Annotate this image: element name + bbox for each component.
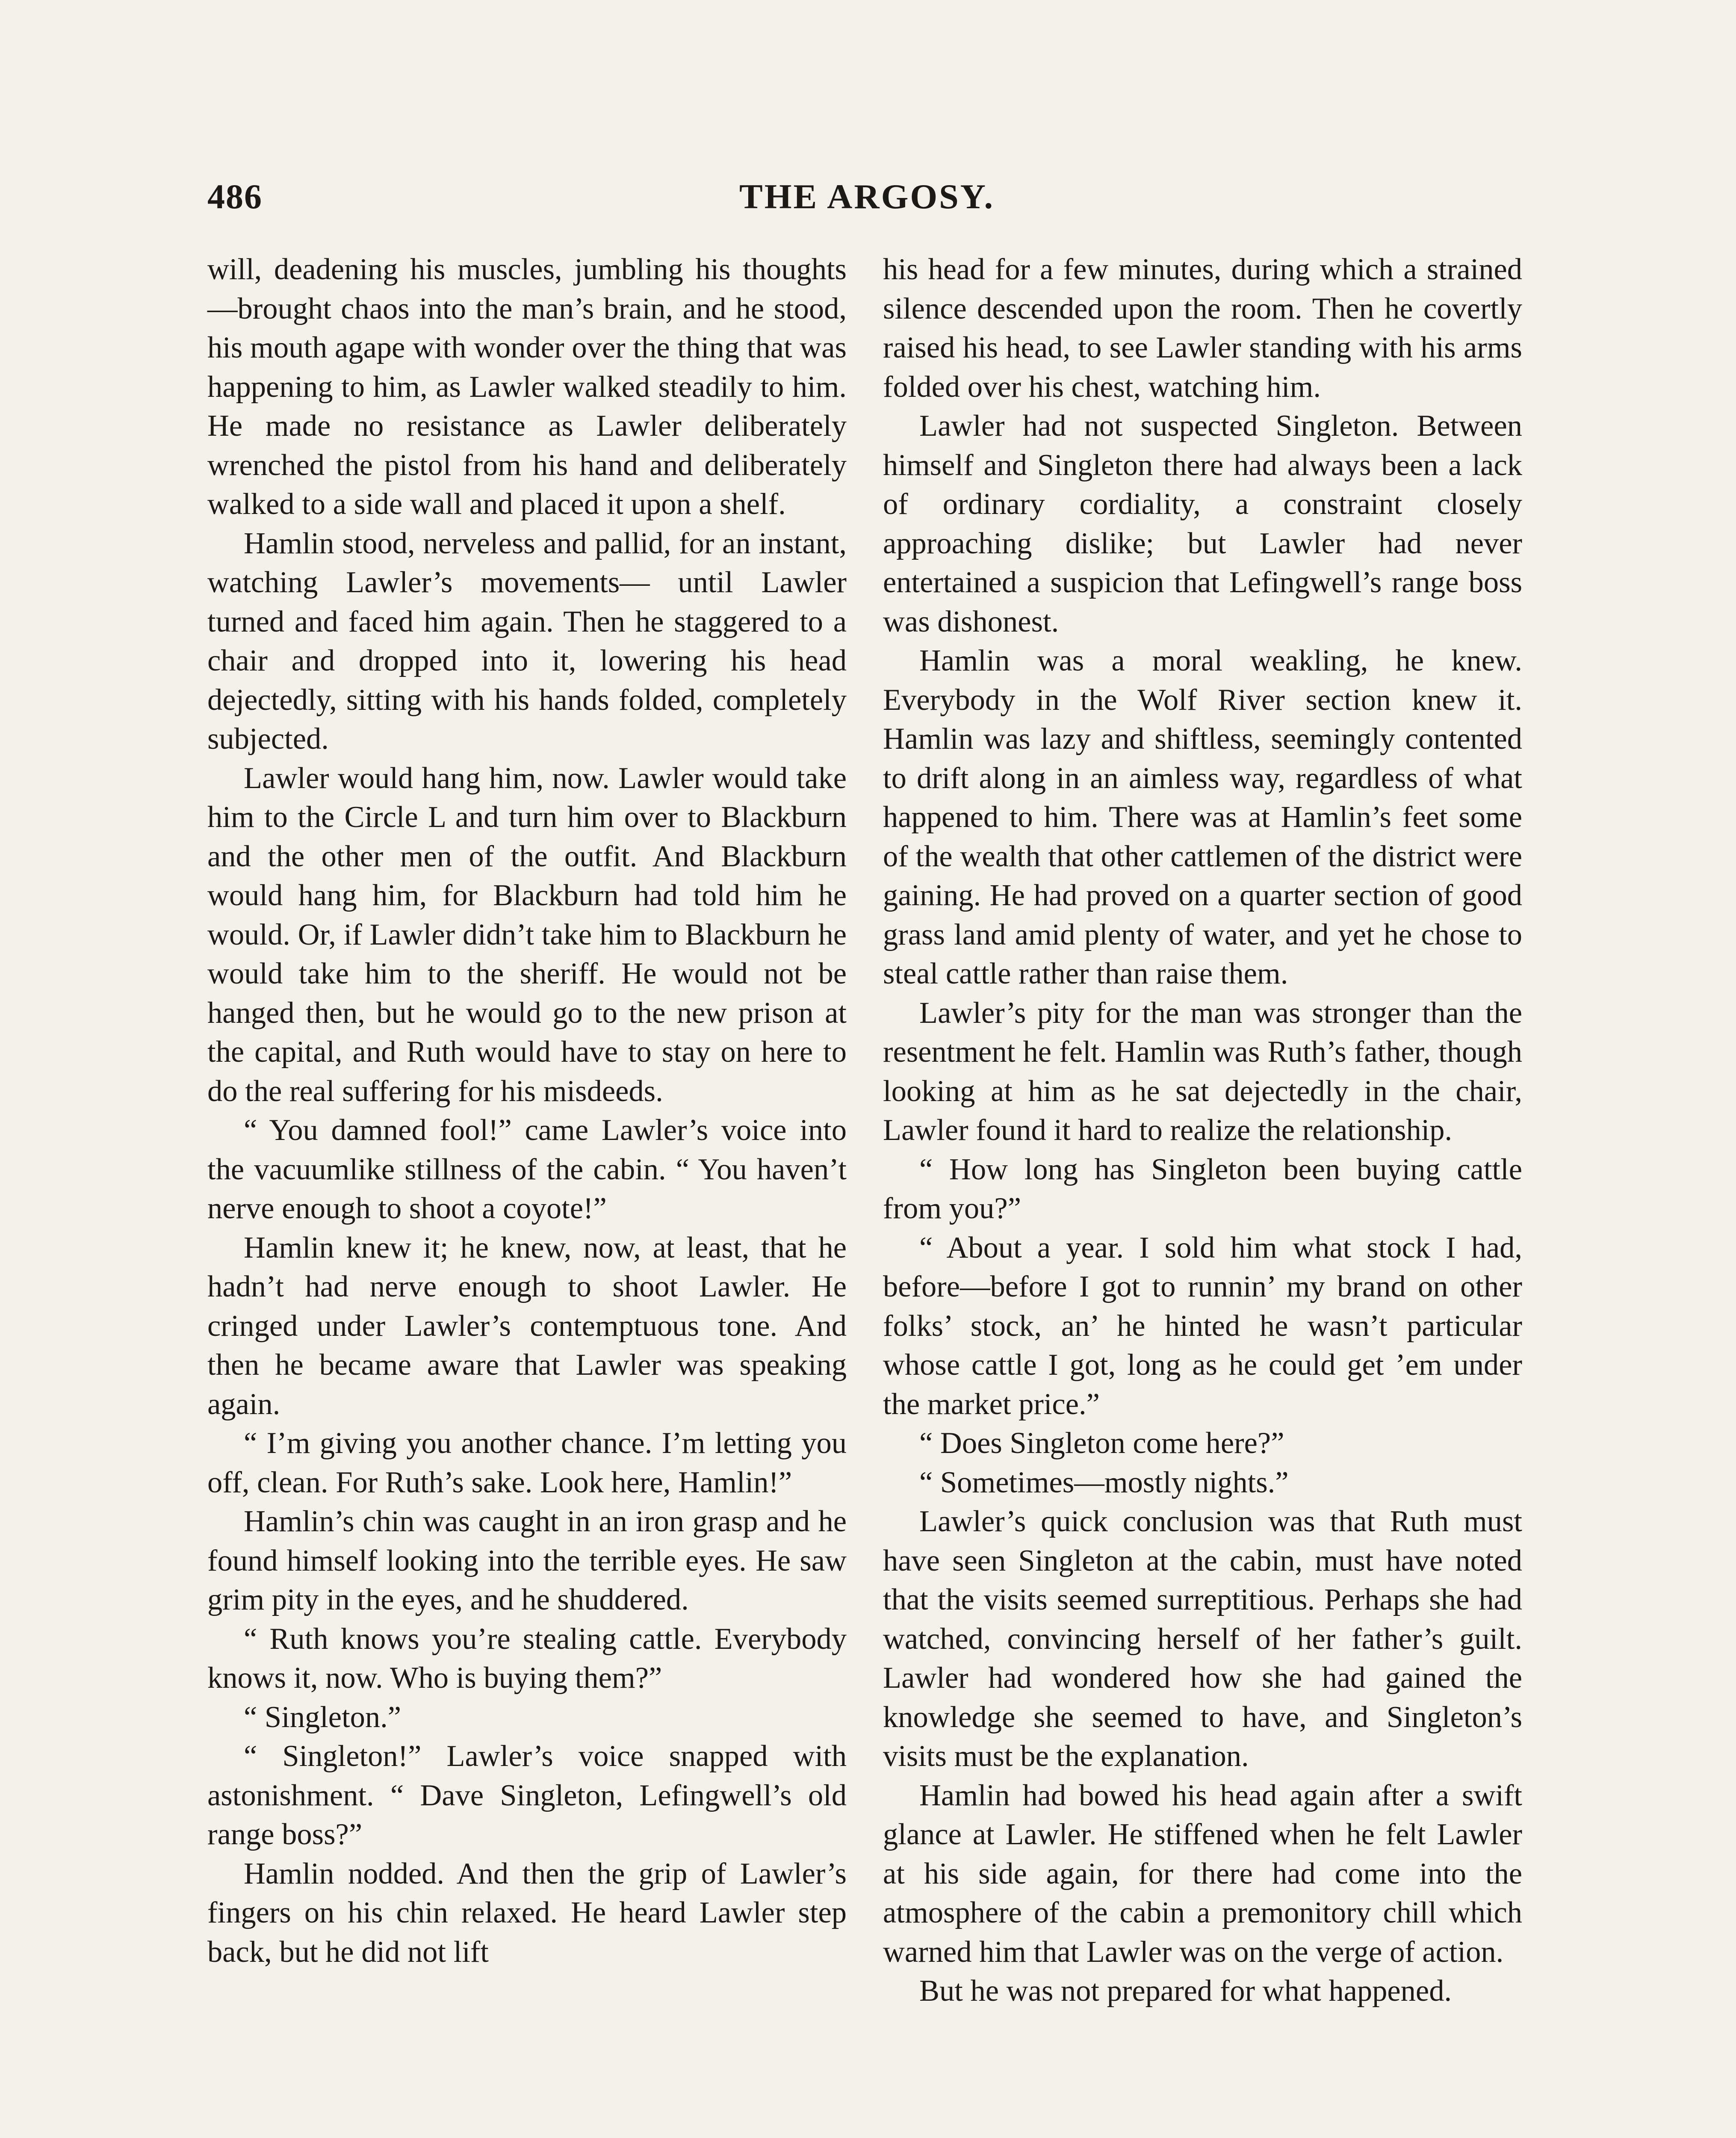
paragraph: “ I’m giving you another chance. I’m letting you off, clean. For Ruth’s sake. Look here, Hamlin!” [207,1426,847,1499]
paragraph: “ Ruth knows you’re stealing cattle. Everybody knows it, now. Who is buying them?” [207,1622,847,1695]
paragraph: Lawler would hang him, now. Lawler would take him to the Circle L and turn him over to Blackburn and the other men of the outfit. And Blackburn would hang him, for Blackburn had told him he would. Or, if Lawler didn’t take him to Blackburn he would take him to the sheriff. He would not be hanged then, but he would go to the new prison at the capital, and Ruth would have to stay on here to do the real suffering for his misdeeds. [207,761,847,1108]
paragraph: will, deadening his muscles, jumbling his thoughts—brought chaos into the man’s brain, and he stood, his mouth agape with wonder over the thing that was happening to him, as Lawler walked steadily to him. He made no resistance as Lawler deliberately wrenched the pistol from his hand and deliberately walked to a side wall and placed it upon a shelf. [207,253,847,521]
paragraph: Hamlin knew it; he knew, now, at least, that he hadn’t had nerve enough to shoot Lawler. He cringed under Lawler’s contemptuous tone. And then he became aware that Lawler was speaking again. [207,1231,847,1421]
page-header [207,171,1526,222]
paragraph: Hamlin had bowed his head again after a swift glance at Lawler. He stiffened when he felt Lawler at his side again, for there had come into the atmosphere of the cabin a premonitory chill which warned him that Lawler was on the verge of action. [883,1778,1522,1969]
right-column [883,250,1522,2011]
paragraph: his head for a few minutes, during which a strained silence descended upon the room. Then he covertly raised his head, to see Lawler standing with his arms folded over his chest, watching him. [883,253,1522,404]
paragraph: “ Does Singleton come here?” [919,1426,1284,1460]
page-number: 486 [207,177,263,216]
paragraph: “ Sometimes—mostly nights.” [919,1465,1289,1499]
paragraph: Hamlin’s chin was caught in an iron grasp and he found himself looking into the terrible eyes. He saw grim pity in the eyes, and he shuddered. [207,1505,847,1616]
running-head: THE ARGOSY. [739,177,995,216]
paragraph: Lawler had not suspected Singleton. Between himself and Singleton there had always been a lack of ordinary cordiality, a constraint closely approaching dislike; but Lawler had never entertained a suspicion that Lefingwell’s range boss was dishonest. [883,409,1522,638]
paragraph: “ How long has Singleton been buying cattle from you?” [883,1152,1522,1225]
paragraph: Lawler’s pity for the man was stronger than the resentment he felt. Hamlin was Ruth’s father, though looking at him as he sat dejectedly in the chair, Lawler found it hard to realize the relationship. [883,996,1522,1147]
paragraph: Lawler’s quick conclusion was that Ruth must have seen Singleton at the cabin, must have noted that the visits seemed surreptitious. Perhaps she had watched, convincing herself of her father’s guilt. Lawler had wondered how she had gained the knowledge she seemed to have, and Singleton’s visits must be the explanation. [883,1505,1522,1773]
paragraph: “ Singleton.” [244,1700,402,1734]
paragraph: “ About a year. I sold him what stock I had, before—before I got to runnin’ my brand on other folks’ stock, an’ he hinted he wasn’t particular whose cattle I got, long as he could get ’em under the market price.” [883,1231,1522,1421]
paragraph: “ Singleton!” Lawler’s voice snapped with astonishment. “ Dave Singleton, Lefingwell’s old range boss?” [207,1739,847,1851]
paragraph: Hamlin stood, nerveless and pallid, for an instant, watching Lawler’s movements— until Lawler turned and faced him again. Then he staggered to a chair and dropped into it, lowering his head dejectedly, sitting with his hands folded, completely subjected. [207,526,847,756]
paragraph: Hamlin nodded. And then the grip of Lawler’s fingers on his chin relaxed. He heard Lawler step back, but he did not lift [207,1857,847,1969]
left-column [207,250,847,1972]
paragraph: “ You damned fool!” came Lawler’s voice into the vacuumlike stillness of the cabin. “ You haven’t nerve enough to shoot a coyote!” [207,1113,847,1225]
paragraph: But he was not prepared for what happened. [919,1974,1452,2008]
paragraph: Hamlin was a moral weakling, he knew. Everybody in the Wolf River section knew it. Hamlin was lazy and shiftless, seemingly contented to drift along in an aimless way, regardless of what happened to him. There was at Hamlin’s feet some of the wealth that other cattlemen of the district were gaining. He had proved on a quarter section of good grass land amid plenty of water, and yet he chose to steal cattle rather than raise them. [883,644,1522,990]
